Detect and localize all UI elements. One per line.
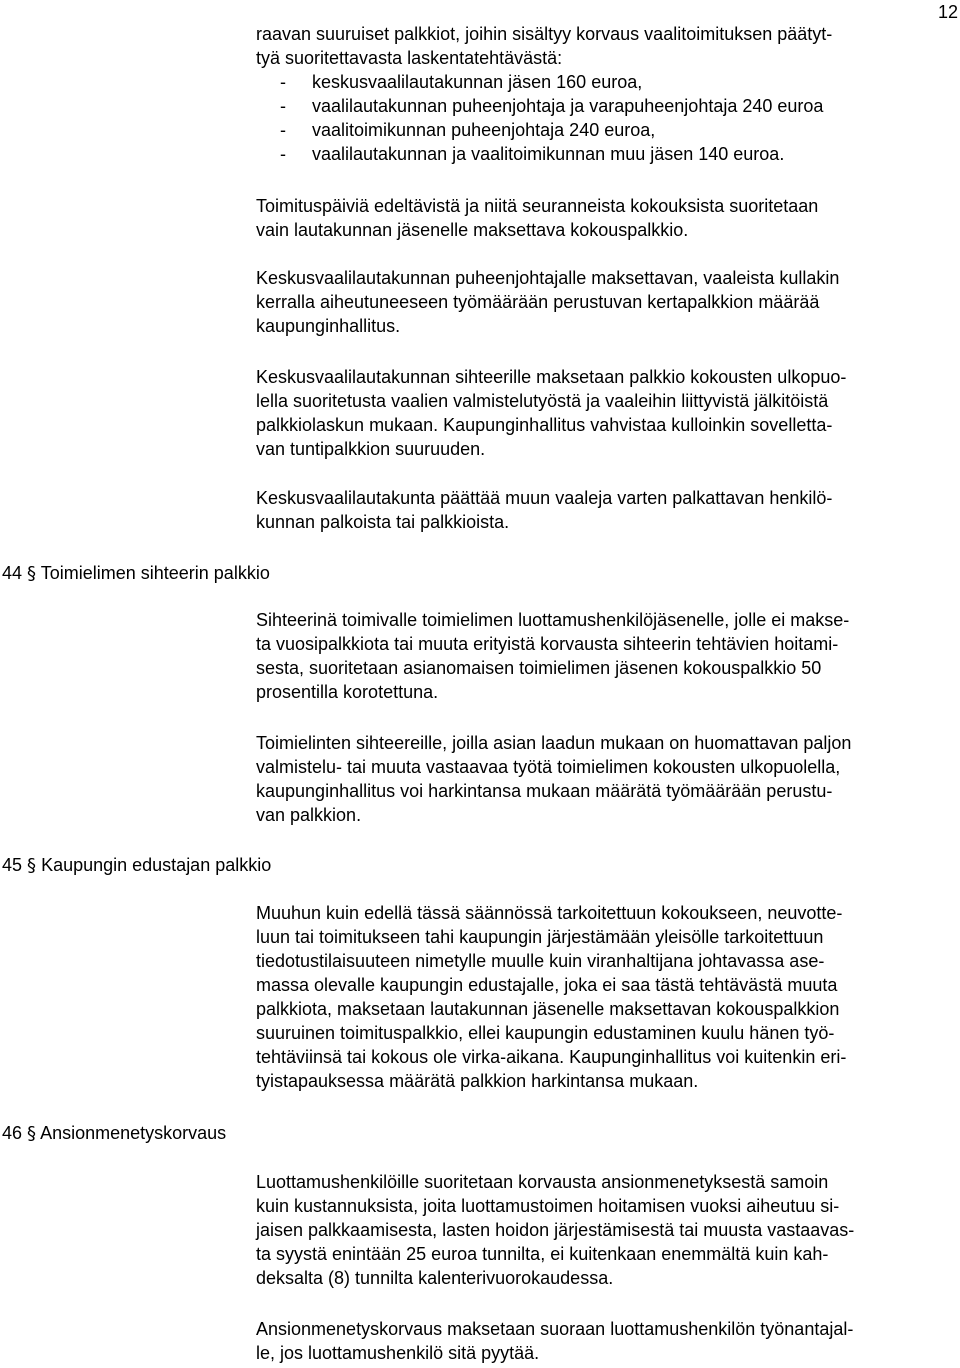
list-item-text: vaalilautakunnan puheenjohtaja ja varapuheenjohtaja 240 euroa	[312, 96, 824, 116]
list-item	[256, 70, 960, 94]
list-dash: -	[280, 72, 286, 92]
text-line: palkkiota, maksetaan lautakunnan jäsenelle maksettavan kokouspalkkion	[256, 999, 840, 1019]
text-line: Toimielinten sihteereille, joilla asian laadun mukaan on huomattavan paljon	[256, 733, 852, 753]
list-item	[256, 142, 960, 166]
text-line: prosentilla korotettuna.	[256, 682, 439, 702]
text-line: suuruinen toimituspalkkio, ellei kaupungin edustaminen kuulu hänen työ-	[256, 1023, 835, 1043]
text-line: tiedotustilaisuuteen nimetylle muulle kuin viranhaltijana johtavassa ase-	[256, 951, 825, 971]
section-number: 44	[2, 563, 23, 583]
text-line: raavan suuruiset palkkiot, joihin sisältyy korvaus vaalitoimituksen päätyt-	[256, 24, 833, 44]
text-line: palkkiolaskun mukaan. Kaupunginhallitus vahvistaa kulloinkin sovelletta-	[256, 415, 833, 435]
list-item-text: keskusvaalilautakunnan jäsen 160 euroa,	[312, 72, 643, 92]
list-dash: -	[280, 96, 286, 116]
text-line: tyistapauksessa määrätä palkkion harkintansa mukaan.	[256, 1071, 699, 1091]
text-line: kaupunginhallitus voi harkintansa mukaan määrätä työmäärään perustu-	[256, 781, 833, 801]
text-line: kaupunginhallitus.	[256, 316, 401, 336]
page-number: 12	[937, 2, 958, 22]
text-line: lella suoritetusta vaalien valmistelutyöstä ja vaaleihin liittyvistä jälkitöistä	[256, 391, 829, 411]
text-line: sesta, suoritetaan asianomaisen toimielimen jäsenen kokouspalkkio 50	[256, 658, 822, 678]
text-line: ta vuosipalkkiota tai muuta erityistä korvausta sihteerin tehtävien hoitami-	[256, 634, 839, 654]
text-line: luun tai toimitukseen tahi kaupungin järjestämään yleisölle tarkoitettuun	[256, 927, 824, 947]
text-line: le, jos luottamushenkilö sitä pyytää.	[256, 1343, 540, 1363]
text-line: kerralla aiheutuneeseen työmäärään perustuvan kertapalkkion määrää	[256, 292, 820, 312]
text-line: jaisen palkkaamisesta, lasten hoidon järjestämisestä tai muusta vastaavas-	[256, 1220, 855, 1240]
text-line: tyä suoritettavasta laskentatehtävästä:	[256, 48, 563, 68]
paragraph	[256, 266, 960, 338]
text-line: vain lautakunnan jäsenelle maksettava kokouspalkkio.	[256, 220, 689, 240]
section-sign-icon: §	[27, 855, 37, 876]
section-title: Kaupungin edustajan palkkio	[41, 855, 272, 875]
section-title: Ansionmenetyskorvaus	[40, 1123, 227, 1143]
text-line: Toimituspäiviä edeltävistä ja niitä seuranneista kokouksista suoritetaan	[256, 196, 819, 216]
section-title: Toimielimen sihteerin palkkio	[40, 563, 270, 583]
text-line: deksalta (8) tunnilta kalenterivuorokaudessa.	[256, 1268, 614, 1288]
text-line: Keskusvaalilautakunnan sihteerille maksetaan palkkio kokousten ulkopuo-	[256, 367, 847, 387]
list-item-text: vaalitoimikunnan puheenjohtaja 240 euroa,	[312, 120, 656, 140]
paragraph	[256, 731, 960, 827]
text-line: Luottamushenkilöille suoritetaan korvausta ansionmenetyksestä samoin	[256, 1172, 829, 1192]
paragraph	[256, 486, 960, 534]
list-dash: -	[280, 144, 286, 164]
list-item-text: vaalilautakunnan ja vaalitoimikunnan muu jäsen 140 euroa.	[312, 144, 785, 164]
paragraph	[256, 608, 960, 704]
paragraph	[256, 1317, 960, 1365]
text-line: Ansionmenetyskorvaus maksetaan suoraan luottamushenkilön työnantajal-	[256, 1319, 854, 1339]
intro-paragraph	[256, 22, 960, 166]
paragraph	[256, 365, 960, 461]
text-line: ta syystä enintään 25 euroa tunnilta, ei kuitenkaan enemmältä kuin kah-	[256, 1244, 829, 1264]
text-line: van tuntipalkkion suuruuden.	[256, 439, 486, 459]
section-number: 45	[2, 855, 23, 875]
text-line: van palkkion.	[256, 805, 362, 825]
text-line: valmistelu- tai muuta vastaavaa työtä toimielimen kokousten ulkopuolella,	[256, 757, 841, 777]
text-line: Sihteerinä toimivalle toimielimen luottamushenkilöjäsenelle, jolle ei makse-	[256, 610, 850, 630]
section-heading-44	[2, 561, 270, 586]
paragraph	[256, 194, 960, 242]
section-sign-icon: §	[27, 563, 37, 584]
section-heading-46	[2, 1121, 226, 1146]
list-item	[256, 118, 960, 142]
list-dash: -	[280, 120, 286, 140]
text-line: tehtäviinsä tai kokous ole virka-aikana. Kaupunginhallitus voi kuitenkin eri-	[256, 1047, 847, 1067]
section-heading-45	[2, 853, 271, 878]
section-sign-icon: §	[27, 1123, 37, 1144]
text-line: massa olevalle kaupungin edustajalle, joka ei saa tästä tehtävästä muuta	[256, 975, 838, 995]
section-number: 46	[2, 1123, 23, 1143]
paragraph	[256, 901, 960, 1093]
text-line: Muuhun kuin edellä tässä säännössä tarkoitettuun kokoukseen, neuvotte-	[256, 903, 843, 923]
text-line: kuin kustannuksista, joita luottamustoimen hoitamisen vuoksi aiheutuu si-	[256, 1196, 840, 1216]
text-line: kunnan palkoista tai palkkioista.	[256, 512, 510, 532]
text-line: Keskusvaalilautakunnan puheenjohtajalle maksettavan, vaaleista kullakin	[256, 268, 840, 288]
list-item	[256, 94, 960, 118]
text-line: Keskusvaalilautakunta päättää muun vaaleja varten palkattavan henkilö-	[256, 488, 833, 508]
paragraph	[256, 1170, 960, 1290]
